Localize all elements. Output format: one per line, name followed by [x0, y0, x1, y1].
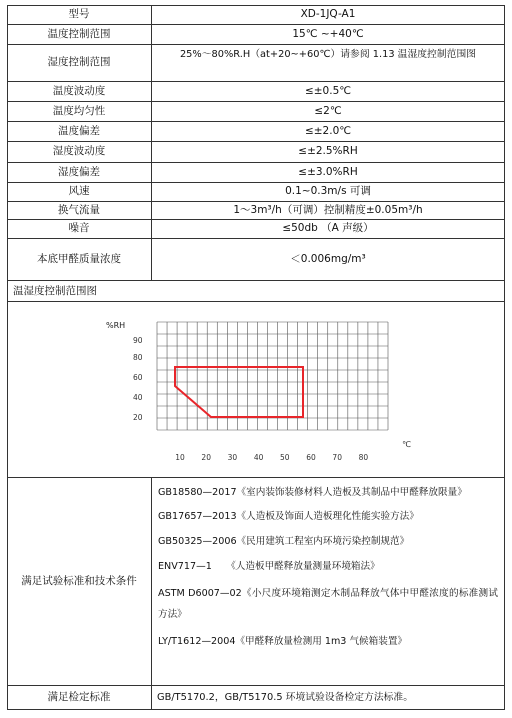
standards-label: 满足试验标准和技术条件: [21, 574, 137, 587]
standard-item: LY/T1612—2004《甲醛释放量检测用 1m3 气候箱装置》: [158, 636, 408, 647]
y-tick-label: 90: [133, 336, 143, 345]
spec-label: 湿度波动度: [52, 145, 106, 157]
y-tick-label: 60: [133, 373, 143, 382]
standard-item: GB18580—2017《室内装饰装修材料人造板及其制品中甲醛释放限量》: [158, 487, 467, 498]
spec-value: 1～3m³/h（可调）控制精度±0.05m³/h: [233, 203, 423, 216]
spec-value: ＜0.006mg/m³: [290, 252, 366, 265]
column-divider: [151, 5, 152, 280]
spec-label: 温度偏差: [58, 124, 100, 137]
y-tick-label: 80: [133, 353, 143, 362]
x-tick-label: 60: [306, 453, 316, 462]
spec-label: 型号: [68, 8, 90, 20]
spec-label: 温度波动度: [52, 84, 106, 97]
spec-label: 噪音: [68, 222, 90, 234]
x-tick-label: 80: [358, 453, 369, 462]
x-tick-label: 30: [227, 453, 238, 462]
x-tick-label: 70: [332, 453, 342, 462]
x-tick-label: 20: [201, 453, 211, 462]
control-range-region: [175, 367, 303, 417]
spec-value: ≤±0.5℃: [304, 84, 352, 97]
spec-label: 温度均匀性: [52, 104, 106, 117]
x-tick-label: 40: [253, 453, 264, 462]
spec-value: ≤±3.0%RH: [298, 165, 358, 178]
verification-value: GB/T5170.2，GB/T5170.5 环境试验设备检定方法标准。: [157, 692, 414, 703]
x-tick-label: 50: [280, 453, 290, 462]
y-tick-label: 40: [133, 393, 143, 402]
spec-value: 0.1~0.3m/s 可调: [285, 185, 371, 197]
spec-label: 换气流量: [58, 203, 100, 216]
x-axis-unit: ℃: [402, 440, 411, 449]
spec-label: 湿度控制范围: [47, 56, 111, 68]
y-axis-label: %RH: [106, 321, 126, 330]
spec-label: 温度控制范围: [47, 27, 111, 40]
spec-label: 本底甲醛质量浓度: [37, 252, 121, 265]
verification-label: 满足检定标准: [47, 691, 111, 703]
temp-humidity-chart: [7, 302, 505, 477]
spec-label: 湿度偏差: [58, 165, 100, 178]
spec-value: ≤2℃: [314, 104, 342, 117]
spec-label: 风速: [68, 185, 90, 197]
spec-value: ≤50db （A 声级）: [282, 222, 374, 234]
spec-value: ≤±2.0℃: [304, 124, 352, 137]
standard-item: GB17657—2013《人造板及饰面人造板理化性能实验方法》: [158, 511, 419, 522]
spec-sheet: [7, 5, 505, 710]
chart-section-title: 温湿度控制范围图: [13, 284, 97, 297]
y-tick-label: 20: [133, 413, 143, 422]
spec-value: 25%～80%R.H（at+20~+60℃）请参阅 1.13 温湿度控制范围图: [179, 49, 477, 60]
standard-item: ASTM D6007—02《小尺度环境箱测定木制品释放气体中甲醛浓度的标准测试方法》: [158, 588, 498, 620]
spec-value: XD-1JQ-A1: [300, 8, 356, 20]
spec-value: ≤±2.5%RH: [298, 145, 358, 157]
divider: [151, 477, 152, 710]
standard-item: GB50325—2006《民用建筑工程室内环境污染控制规范》: [158, 536, 410, 547]
x-tick-label: 10: [175, 453, 185, 462]
spec-value: 15℃ ~+40℃: [292, 27, 364, 40]
standard-item: ENV717—1 《人造板甲醛释放量测量环境箱法》: [158, 561, 380, 572]
